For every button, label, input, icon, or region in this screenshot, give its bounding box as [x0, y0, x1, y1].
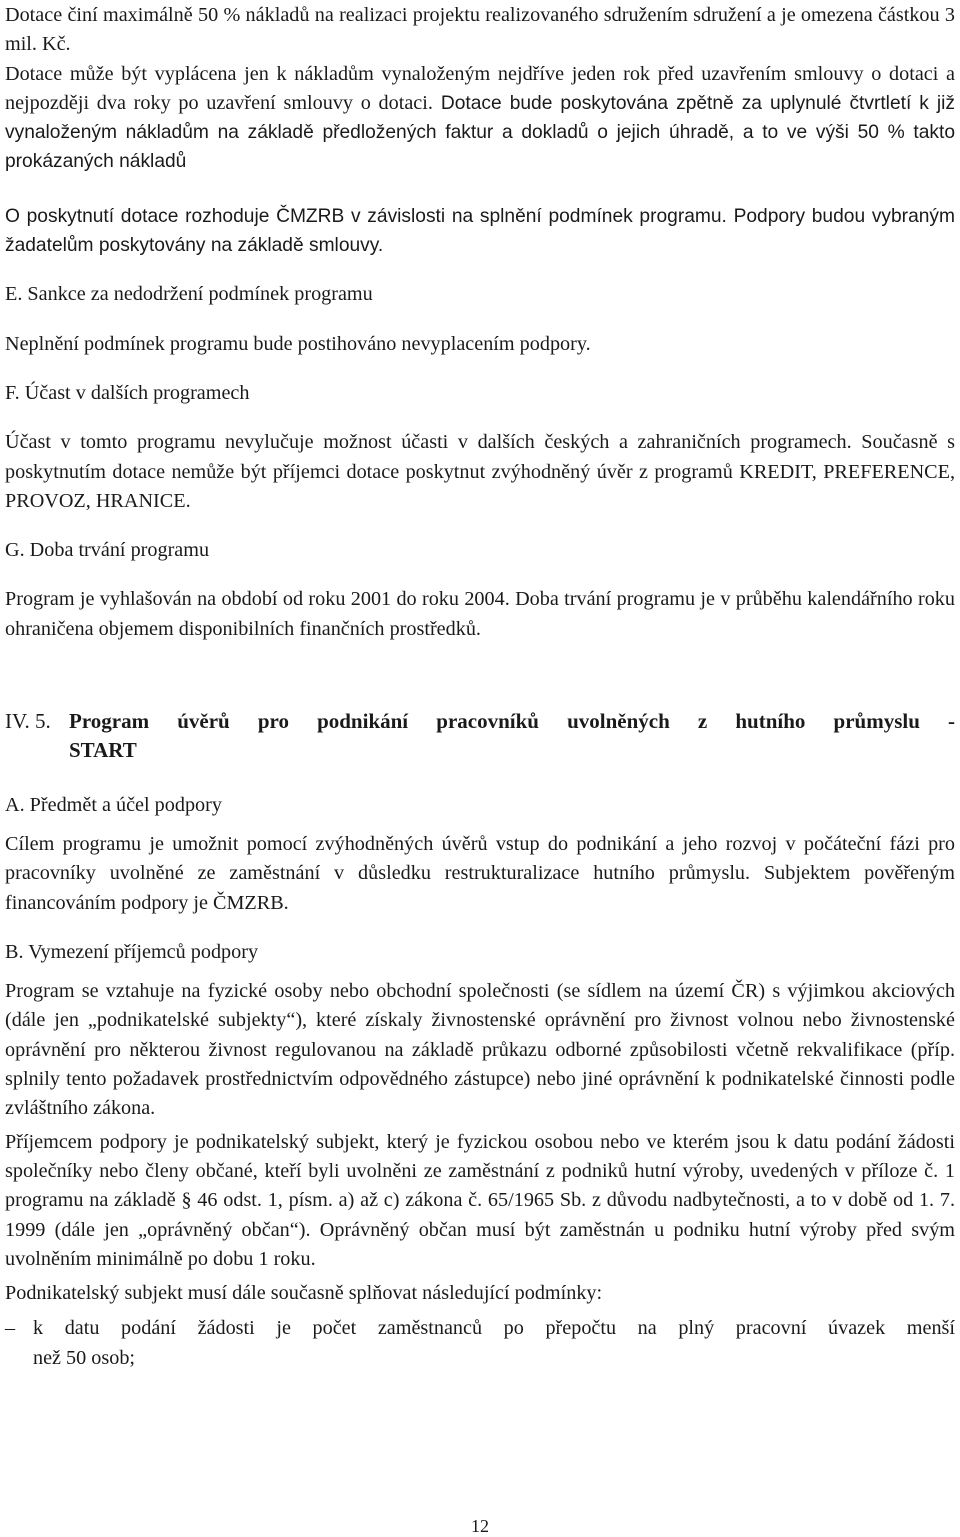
- condition-text-line-1: k datu podání žádosti je počet zaměstnanců po přepočtu na plný pracovní úvazek menší: [33, 1317, 955, 1340]
- section-e-heading: E. Sankce za nedodržení podmínek programu: [5, 283, 373, 306]
- intro-paragraph-2-part-b: Dotace bude poskytována zpětně za uplynulé čtvrtletí k již vynaloženým nákladům na základě předložených faktur a dokladů o jejich úhradě, a to ve výši 50 % takto prokázaných nákladů: [5, 92, 955, 173]
- condition-text-line-2: než 50 osob;: [33, 1346, 136, 1369]
- page-number: 12: [471, 1516, 489, 1536]
- document-page: [5, 1, 955, 1373]
- section-f-heading: F. Účast v dalších programech: [5, 381, 250, 404]
- intro-paragraph-3: O poskytnutí dotace rozhoduje ČMZRB v závislosti na splnění podmínek programu. Podpory budou vybraným žadatelům poskytovány na základě smlouvy.: [5, 205, 955, 257]
- program-title-line-2: START: [69, 738, 137, 763]
- section-e-text: Neplnění podmínek programu bude postihováno nevyplacením podpory.: [5, 332, 591, 355]
- intro-paragraph-2: [5, 60, 955, 177]
- condition-list-item: [5, 1314, 955, 1373]
- program-heading: [5, 707, 955, 766]
- condition-text: [33, 1314, 955, 1373]
- section-f-text: Účast v tomto programu nevylučuje možnost účasti v dalších českých a zahraničních programech. Současně s poskytnutím dotace nemůže být příjemci dotace poskytnut zvýhodněný úvěr z programů KREDIT, PREFERENCE, PROVOZ, HRANICE.: [5, 431, 955, 512]
- intro-paragraph-1: Dotace činí maximálně 50 % nákladů na realizaci projektu realizovaného sdružením sdružení a je omezena částkou 3 mil. Kč.: [5, 4, 955, 56]
- program-title-line-1: Program úvěrů pro podnikání pracovníků uvolněných z hutního průmyslu -: [69, 709, 955, 734]
- section-g-heading: G. Doba trvání programu: [5, 539, 210, 562]
- section-b-paragraph-2: Příjemcem podpory je podnikatelský subjekt, který je fyzickou osobou nebo ve kterém jsou k datu podání žádosti společníky nebo členy občané, kteří byli uvolněni ze zaměstnání z podniků hutní výroby, uvedených v příloze č. 1 programu na základě § 46 odst. 1, písm. a) až c) zákona č. 65/1965 Sb. z důvodu nadbytečnosti, a to v době od 1. 7. 1999 (dále jen „oprávněný občan“). Oprávněný občan musí být zaměstnán u podniku hutní výroby před svým uvolněním minimálně po dobu 1 roku.: [5, 1130, 955, 1270]
- section-b-heading: B. Vymezení příjemců podpory: [5, 940, 259, 963]
- program-title: [69, 707, 955, 766]
- section-a-text: Cílem programu je umožnit pomocí zvýhodněných úvěrů vstup do podnikání a jeho rozvoj v počáteční fázi pro pracovníky uvolněné ze zaměstnání v důsledku restrukturalizace hutního průmyslu. Subjektem pověřeným financováním podpory je ČMZRB.: [5, 832, 955, 914]
- section-a-heading: A. Předmět a účel podpory: [5, 793, 222, 816]
- dash-bullet-icon: –: [5, 1317, 16, 1340]
- section-b-paragraph-3: Podnikatelský subjekt musí dále současně splňovat následující podmínky:: [5, 1282, 603, 1305]
- section-b-paragraph-1: Program se vztahuje na fyzické osoby nebo obchodní společnosti (se sídlem na území ČR) s výjimkou akciových (dále jen „podnikatelské subjekty“), které získaly živnostenské oprávnění pro živnost volnou nebo živnostenské oprávnění pro některou živnost regulovanou na základě průkazu odborné způsobilosti včetně rekvalifikace (příp. splnily tento požadavek prostřednictvím odpovědného zástupce) nebo jiné oprávnění k podnikatelské činnosti podle zvláštního zákona.: [5, 980, 955, 1120]
- section-g-text: Program je vyhlašován na období od roku 2001 do roku 2004. Doba trvání programu je v průběhu kalendářního roku ohraničena objemem disponibilních finančních prostředků.: [5, 588, 955, 640]
- program-number: IV. 5.: [5, 709, 51, 734]
- intro-paragraph-2-part-a: Dotace může být vyplácena jen k nákladům vynaloženým nejdříve jeden rok před uzavřením smlouvy o dotaci a nejpozději dva roky po uzavření smlouvy o dotaci.: [5, 62, 955, 114]
